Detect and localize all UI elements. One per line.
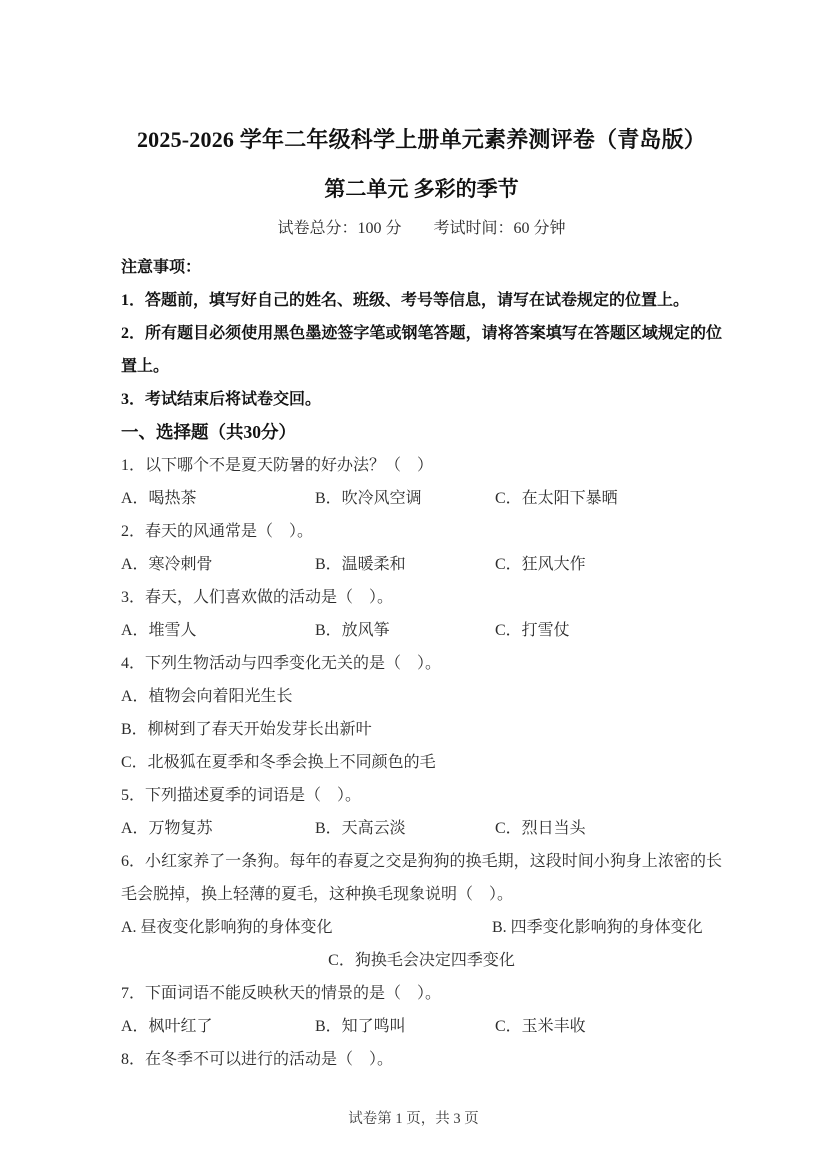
question-2-stem: 2．春天的风通常是（ ）。 bbox=[121, 523, 314, 540]
question-7-stem: 7．下面词语不能反映秋天的情景的是（ ）。 bbox=[121, 985, 442, 1002]
question-7-options bbox=[121, 1010, 722, 1043]
question-6-options-ab bbox=[121, 911, 722, 944]
question-3-options bbox=[121, 614, 722, 647]
question-3-option-c: C．打雪仗 bbox=[495, 622, 570, 639]
question-5-option-a: A．万物复苏 bbox=[121, 820, 213, 837]
question-7-option-b: B．知了鸣叫 bbox=[315, 1018, 406, 1035]
question-2-option-c: C．狂风大作 bbox=[495, 556, 586, 573]
question-2-option-b: B．温暖柔和 bbox=[315, 556, 406, 573]
exam-meta bbox=[121, 215, 722, 243]
question-6-stem: 6．小红家养了一条狗。每年的春夏之交是狗狗的换毛期，这段时间小狗身上浓密的长毛会脱掉，换上轻薄的夏毛，这种换毛现象说明（ ）。 bbox=[121, 853, 722, 903]
question-2-option-a: A．寒冷刺骨 bbox=[121, 556, 213, 573]
question-2-options bbox=[121, 548, 722, 581]
question-1-option-a: A．喝热茶 bbox=[121, 490, 197, 507]
notice-item-2: 2．所有题目必须使用黑色墨迹签字笔或钢笔答题，请将答案填写在答题区域规定的位置上。 bbox=[121, 325, 722, 375]
notice-item-3: 3．考试结束后将试卷交回。 bbox=[121, 391, 322, 408]
exam-content bbox=[121, 123, 722, 1076]
question-6-option-c: C．狗换毛会决定四季变化 bbox=[328, 952, 515, 969]
question-5-stem: 5．下列描述夏季的词语是（ ）。 bbox=[121, 787, 362, 804]
question-4-option-a: A．植物会向着阳光生长 bbox=[121, 688, 293, 705]
question-3-option-b: B．放风筝 bbox=[315, 622, 390, 639]
meta-exam-time: 考试时间：60 分钟 bbox=[433, 220, 566, 237]
question-4-option-c: C．北极狐在夏季和冬季会换上不同颜色的毛 bbox=[121, 754, 436, 771]
question-7-option-c: C．玉米丰收 bbox=[495, 1018, 586, 1035]
section-1-heading: 一、选择题（共30分） bbox=[121, 422, 296, 442]
question-4-stem: 4．下列生物活动与四季变化无关的是（ ）。 bbox=[121, 655, 442, 672]
question-4-option-b: B．柳树到了春天开始发芽长出新叶 bbox=[121, 721, 372, 738]
question-5-option-c: C．烈日当头 bbox=[495, 820, 586, 837]
question-3-option-a: A．堆雪人 bbox=[121, 622, 197, 639]
question-1-option-b: B．吹冷风空调 bbox=[315, 490, 422, 507]
question-6-option-b: B. 四季变化影响狗的身体变化 bbox=[492, 919, 703, 936]
question-8-stem: 8．在冬季不可以进行的活动是（ ）。 bbox=[121, 1051, 394, 1068]
question-1-option-c: C．在太阳下暴晒 bbox=[495, 490, 618, 507]
notice-heading: 注意事项： bbox=[121, 259, 202, 276]
exam-subtitle: 第二单元 多彩的季节 bbox=[324, 177, 519, 201]
meta-total-score: 试卷总分：100 分 bbox=[277, 220, 402, 237]
question-1-options bbox=[121, 482, 722, 515]
question-3-stem: 3．春天，人们喜欢做的活动是（ ）。 bbox=[121, 589, 394, 606]
exam-title: 2025-2026 学年二年级科学上册单元素养测评卷（青岛版） bbox=[136, 127, 707, 152]
notice-item-1: 1．答题前，填写好自己的姓名、班级、考号等信息，请写在试卷规定的位置上。 bbox=[121, 292, 690, 309]
question-5-options bbox=[121, 812, 722, 845]
question-6-option-a: A. 昼夜变化影响狗的身体变化 bbox=[121, 919, 333, 936]
page-footer: 试卷第 1 页，共 3 页 bbox=[348, 1111, 479, 1127]
question-1-stem: 1．以下哪个不是夏天防暑的好办法？（ ） bbox=[121, 457, 434, 474]
question-5-option-b: B．天高云淡 bbox=[315, 820, 406, 837]
question-7-option-a: A．枫叶红了 bbox=[121, 1018, 213, 1035]
